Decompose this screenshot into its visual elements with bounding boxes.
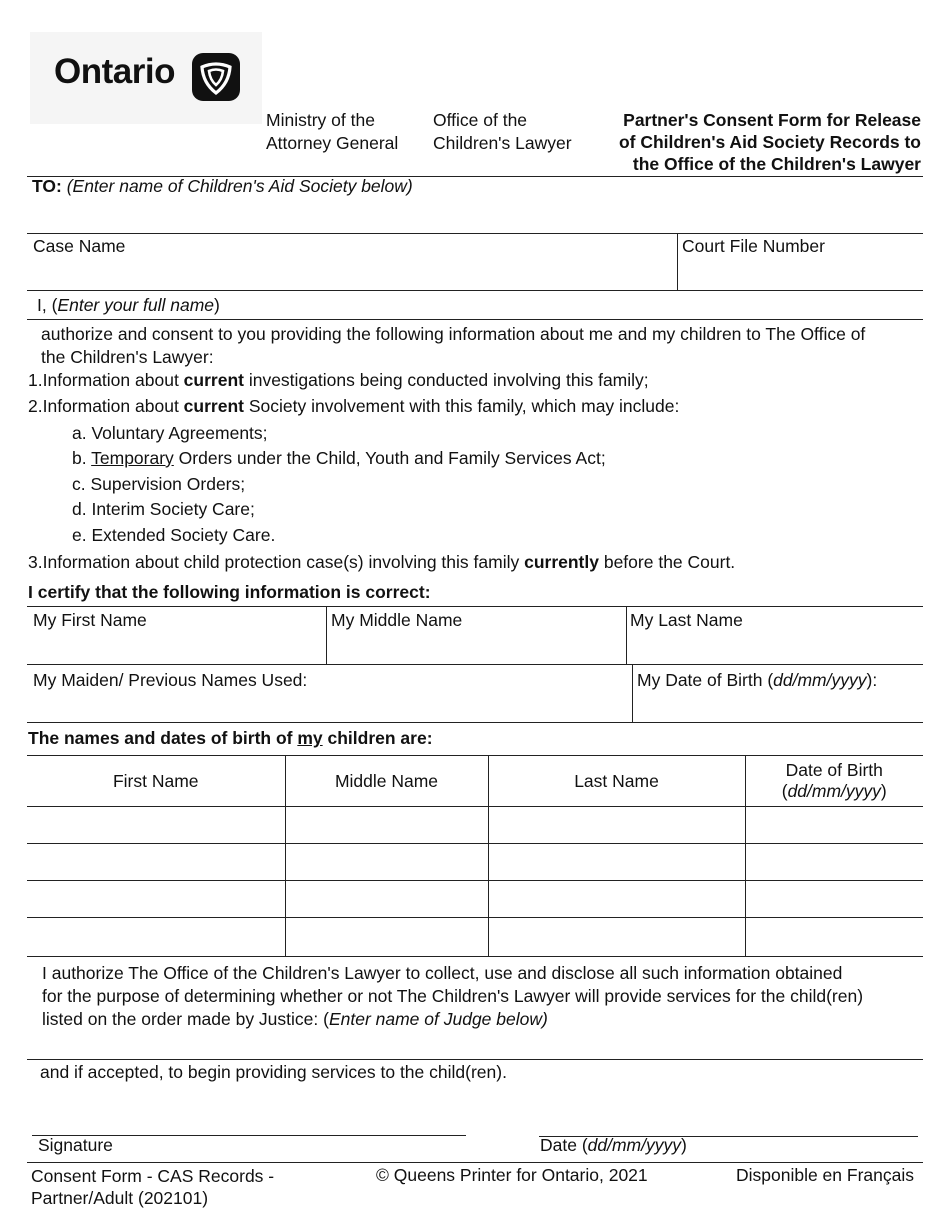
divider (27, 722, 923, 723)
sub-item-c: c. Supervision Orders; (72, 474, 246, 494)
divider (27, 606, 923, 607)
info-item-1: 1.Information about current investigations being conducted involving this family; (28, 370, 649, 390)
child-last-name-cell[interactable] (488, 807, 745, 844)
child-dob-cell[interactable] (745, 918, 923, 957)
child-first-name-cell[interactable] (27, 844, 285, 881)
authorization-paragraph: I authorize The Office of the Children's Lawyer to collect, use and disclose all such information obtained for the purpose of determining whether or not The Children's Lawyer will provide services for the child(ren) listed on the order made by Justice: (Enter name of Judge below) (42, 963, 864, 1029)
judge-name-field[interactable] (27, 1032, 923, 1058)
case-name-label: Case Name (33, 236, 126, 256)
child-first-name-cell[interactable] (27, 881, 285, 918)
child-dob-cell[interactable] (745, 844, 923, 881)
maiden-names-label: My Maiden/ Previous Names Used: (33, 670, 308, 690)
signature-field[interactable] (32, 1100, 466, 1134)
case-name-field[interactable] (27, 258, 675, 288)
certify-heading: I certify that the following information is correct: (28, 582, 431, 602)
table-row (27, 881, 923, 918)
column-header-last-name: Last Name (488, 756, 745, 807)
cas-name-field[interactable] (27, 196, 923, 232)
signature-label: Signature (38, 1135, 113, 1155)
court-file-number-field[interactable] (678, 258, 922, 288)
divider (27, 319, 923, 320)
court-file-number-label: Court File Number (682, 236, 825, 256)
authorize-paragraph: authorize and consent to you providing the following information about me and my children to The Office of the Children's Lawyer: (41, 324, 866, 367)
child-middle-name-cell[interactable] (285, 918, 488, 957)
table-row (27, 844, 923, 881)
column-header-middle-name: Middle Name (285, 756, 488, 807)
to-label: TO: (32, 176, 62, 196)
child-dob-cell[interactable] (745, 807, 923, 844)
middle-name-label: My Middle Name (331, 610, 463, 630)
table-row (27, 918, 923, 957)
children-table-header (27, 756, 923, 807)
divider (27, 290, 923, 291)
maiden-names-field[interactable] (27, 692, 629, 720)
date-label: Date (dd/mm/yyyy) (540, 1135, 687, 1155)
column-header-first-name: First Name (27, 756, 285, 807)
full-name-line: I, (Enter your full name) (37, 295, 220, 315)
divider (27, 233, 923, 234)
sub-item-a: a. Voluntary Agreements; (72, 423, 268, 443)
table-row (27, 807, 923, 844)
ministry-name: Ministry of the Attorney General (266, 110, 399, 153)
ontario-trillium-icon (192, 53, 240, 101)
child-dob-cell[interactable] (745, 881, 923, 918)
sub-item-b: b. Temporary Orders under the Child, Youth and Family Services Act; (72, 448, 606, 468)
copyright-text: © Queens Printer for Ontario, 2021 (376, 1165, 648, 1185)
ontario-logo-text: Ontario (54, 52, 175, 91)
child-middle-name-cell[interactable] (285, 807, 488, 844)
first-name-label: My First Name (33, 610, 147, 630)
child-middle-name-cell[interactable] (285, 881, 488, 918)
sub-item-d: d. Interim Society Care; (72, 499, 255, 519)
my-dob-label: My Date of Birth (dd/mm/yyyy): (637, 670, 878, 690)
info-item-3: 3.Information about child protection case(s) involving this family currently before the Court. (28, 552, 736, 572)
form-identifier: Consent Form - CAS Records - Partner/Adult (202101) (31, 1166, 275, 1208)
child-first-name-cell[interactable] (27, 807, 285, 844)
form-title: Partner's Consent Form for Release of Children's Aid Society Records to the Office of the Children's Lawyer (618, 110, 921, 174)
middle-name-field[interactable] (327, 632, 624, 662)
child-first-name-cell[interactable] (27, 918, 285, 957)
last-name-field[interactable] (627, 632, 922, 662)
footer-divider (27, 1162, 923, 1163)
to-line (32, 176, 413, 197)
accepted-text: and if accepted, to begin providing services to the child(ren). (40, 1062, 507, 1082)
child-last-name-cell[interactable] (488, 844, 745, 881)
child-middle-name-cell[interactable] (285, 844, 488, 881)
children-table (27, 755, 923, 957)
my-dob-field[interactable] (633, 692, 922, 720)
office-name: Office of the Children's Lawyer (433, 110, 572, 153)
date-field[interactable] (539, 1100, 918, 1134)
full-name-field[interactable] (250, 292, 922, 318)
last-name-label: My Last Name (630, 610, 743, 630)
child-last-name-cell[interactable] (488, 881, 745, 918)
sub-item-e: e. Extended Society Care. (72, 525, 276, 545)
child-last-name-cell[interactable] (488, 918, 745, 957)
to-instruction: (Enter name of Children's Aid Society below) (66, 176, 413, 196)
french-availability-text: Disponible en Français (735, 1165, 914, 1185)
column-header-dob: Date of Birth (dd/mm/yyyy) (745, 756, 923, 807)
divider (27, 664, 923, 665)
children-heading: The names and dates of birth of my children are: (28, 728, 433, 748)
first-name-field[interactable] (27, 632, 325, 662)
info-item-2: 2.Information about current Society involvement with this family, which may include: (28, 396, 680, 416)
divider (27, 1059, 923, 1060)
